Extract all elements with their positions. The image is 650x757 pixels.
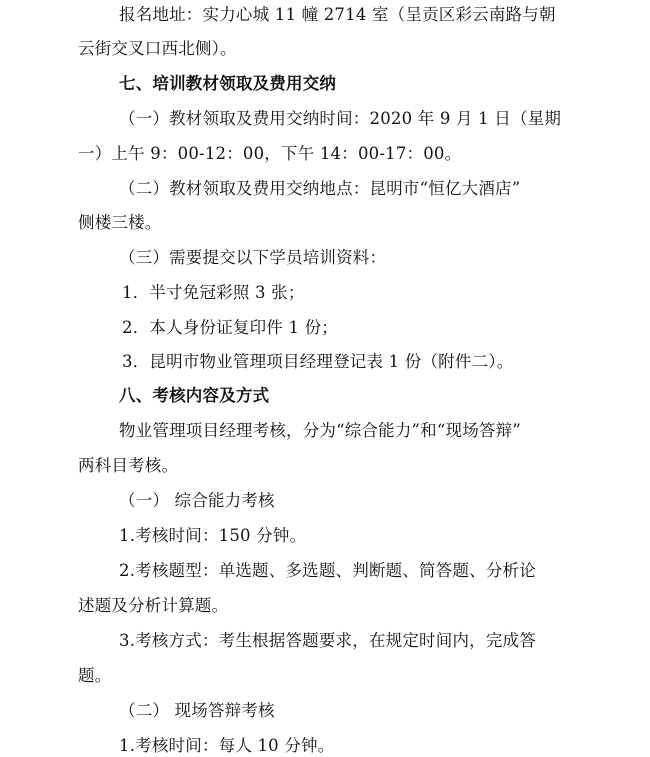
comprehensive-method-line-1: 3.考核方式：考生根据答题要求，在规定时间内，完成答 — [119, 631, 536, 650]
materials-item-1: 1．半寸免冠彩照 3 张； — [122, 283, 305, 302]
oral-defense-time: 1.考核时间：每人 10 分钟。 — [119, 736, 335, 755]
assessment-intro-line-2: 两科目考核。 — [78, 456, 179, 475]
address-line-1: 报名地址：实力心城 11 幢 2714 室（呈贡区彩云南路与朝 — [119, 5, 556, 24]
location-line-1: （二）教材领取及费用交纳地点：昆明市“恒亿大酒店” — [119, 179, 521, 198]
address-line-2: 云街交叉口西北侧）。 — [78, 39, 237, 58]
comprehensive-types-line-2: 述题及分析计算题。 — [78, 596, 229, 615]
comprehensive-time: 1.考核时间：150 分钟。 — [119, 526, 307, 545]
section-7-heading: 七、培训教材领取及费用交纳 — [119, 74, 337, 93]
materials-item-3: 3．昆明市物业管理项目经理登记表 1 份（附件二）。 — [122, 352, 514, 371]
location-line-2: 侧楼三楼。 — [78, 213, 162, 232]
comprehensive-method-line-2: 题。 — [78, 666, 112, 685]
comprehensive-heading: （一） 综合能力考核 — [119, 491, 275, 510]
comprehensive-types-line-1: 2.考核题型：单选题、多选题、判断题、简答题、分析论 — [119, 561, 536, 580]
materials-heading: （三）需要提交以下学员培训资料： — [119, 248, 387, 267]
time-line-2: 一）上午 9：00-12：00，下午 14：00-17：00。 — [78, 144, 462, 163]
time-line-1: （一）教材领取及费用交纳时间：2020 年 9 月 1 日（星期 — [119, 109, 562, 128]
section-8-heading: 八、考核内容及方式 — [119, 386, 270, 405]
materials-item-2: 2．本人身份证复印件 1 份； — [122, 318, 338, 337]
oral-defense-heading: （二） 现场答辩考核 — [119, 701, 275, 720]
assessment-intro-line-1: 物业管理项目经理考核，分为“综合能力”和“现场答辩” — [119, 421, 521, 440]
